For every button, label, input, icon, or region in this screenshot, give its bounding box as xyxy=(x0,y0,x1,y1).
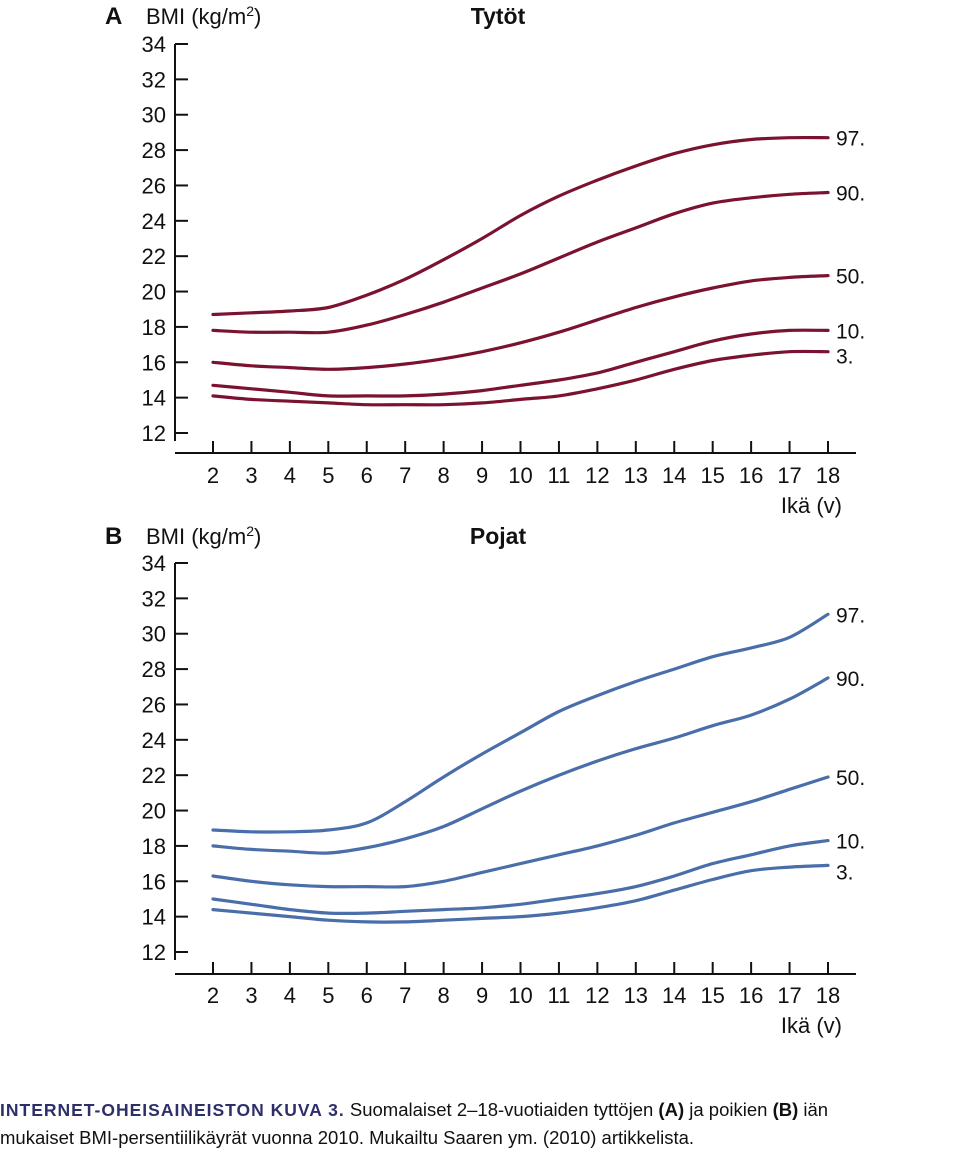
panel-b-x-tick-label: 11 xyxy=(547,983,571,1008)
caption-text-2: ja poikien xyxy=(684,1099,773,1120)
panel-b-y-tick-label: 32 xyxy=(141,586,166,612)
panel-a-curve-p10 xyxy=(213,330,828,396)
panel-a-title: Tytöt xyxy=(470,3,526,29)
panel-b-y-tick-label: 24 xyxy=(141,727,166,753)
panel-a-y-tick-label: 18 xyxy=(141,314,166,340)
panel-b-x-tick-label: 4 xyxy=(283,983,296,1008)
panel-b-x-tick-label: 15 xyxy=(700,983,725,1008)
panel-a-curve-p50 xyxy=(213,276,828,370)
panel-a-x-tick-label: 13 xyxy=(623,463,649,488)
panel-b-curve-p90 xyxy=(213,678,828,853)
panel-b-series-label: 97. xyxy=(836,604,866,628)
panel-b-curve-p3 xyxy=(213,865,828,922)
panel-b-y-tick-label: 26 xyxy=(141,692,166,718)
panel-a-y-tick-label: 20 xyxy=(141,279,166,305)
panel-a-y-tick-label: 32 xyxy=(141,67,166,93)
panel-b-letter: B xyxy=(105,523,123,550)
panel-b-y-axis-label: BMI $(kg/m^2)$ xyxy=(146,523,262,549)
panel-a-y-tick-label: 22 xyxy=(141,244,166,270)
panel-a-y-tick-label: 26 xyxy=(141,173,166,199)
panel-a-x-tick-label: 16 xyxy=(738,463,764,488)
panel-a-x-tick-label: 14 xyxy=(662,463,687,488)
panel-a-series-label: 3. xyxy=(836,345,854,369)
caption-line-2: mukaiset BMI-persentiilikäyrät vuonna 2010. Mukailtu Saaren ym. (2010) artikkelista. xyxy=(0,1127,695,1148)
panel-b-x-tick-label: 10 xyxy=(508,983,533,1008)
panel-a-x-tick-label: 3 xyxy=(245,463,258,488)
panel-b-x-tick-label: 16 xyxy=(738,983,764,1008)
panel-a-y-axis-label: BMI $(kg/m^2)$ xyxy=(146,3,262,29)
caption-text-3: iän xyxy=(798,1099,829,1120)
panel-a-y-tick-label: 28 xyxy=(141,138,166,164)
panel-b-x-tick-label: 2 xyxy=(206,983,220,1008)
panel-b-y-tick-label: 20 xyxy=(141,798,166,824)
panel-b-x-tick-label: 6 xyxy=(360,983,373,1008)
panel-a-curve-p97 xyxy=(213,138,828,315)
caption-b-marker: (B) xyxy=(772,1099,799,1120)
panel-b-series-label: 90. xyxy=(836,667,866,691)
panel-a-x-tick-label: 12 xyxy=(585,463,610,488)
panel-b-x-tick-label: 14 xyxy=(662,983,687,1008)
panel-a-x-tick-label: 10 xyxy=(508,463,533,488)
panel-b-series-label: 50. xyxy=(836,766,866,790)
panel-a-x-tick-label: 9 xyxy=(475,463,489,488)
panel-b-x-tick-label: 18 xyxy=(815,983,841,1008)
panel-a-series-label: 90. xyxy=(836,182,866,206)
panel-b-series-label: 10. xyxy=(836,830,866,854)
panel-a-series-label: 50. xyxy=(836,265,866,289)
panel-b-title: Pojat xyxy=(469,523,527,549)
panel-a-y-tick-label: 30 xyxy=(141,102,166,128)
panel-b-y-tick-label: 22 xyxy=(141,763,166,789)
panel-b-y-tick-label: 16 xyxy=(141,869,166,895)
panel-a-x-tick-label: 15 xyxy=(700,463,725,488)
panel-a-x-tick-label: 2 xyxy=(206,463,220,488)
panel-b-x-tick-label: 8 xyxy=(437,983,450,1008)
panel-a-x-tick-label: 6 xyxy=(360,463,373,488)
panel-a-curve-p3 xyxy=(213,351,828,404)
panel-b-x-tick-label: 13 xyxy=(623,983,649,1008)
panel-b-x-tick-label: 7 xyxy=(399,983,412,1008)
panel-b-y-tick-label: 34 xyxy=(141,551,166,576)
caption-label: INTERNET-OHEISAINEISTON KUVA 3. xyxy=(0,1100,345,1120)
panel-a-y-tick-label: 34 xyxy=(141,32,166,57)
figure-caption xyxy=(0,1096,960,1152)
panel-a-x-tick-label: 18 xyxy=(815,463,841,488)
panel-a-x-tick-label: 11 xyxy=(547,463,571,488)
panel-a-x-tick-label: 7 xyxy=(399,463,412,488)
caption-a-marker: (A) xyxy=(658,1099,685,1120)
panel-b-curve-p97 xyxy=(213,614,828,832)
panel-a-x-tick-label: 5 xyxy=(322,463,335,488)
panel-b-y-tick-label: 14 xyxy=(141,904,166,930)
panel-b-y-tick-label: 12 xyxy=(141,940,166,965)
panel-a-x-tick-label: 17 xyxy=(777,463,802,488)
panel-a-y-tick-label: 14 xyxy=(141,385,166,411)
panel-a-series-label: 97. xyxy=(836,127,866,151)
caption-line-1 xyxy=(0,1096,960,1124)
panel-b-x-tick-label: 5 xyxy=(322,983,335,1008)
panel-a-series-label: 10. xyxy=(836,320,866,344)
panel-b-x-tick-label: 12 xyxy=(585,983,610,1008)
panel-a-y-tick-label: 24 xyxy=(141,208,166,234)
panel-b-y-tick-label: 30 xyxy=(141,621,166,647)
panel-a-x-tick-label: 8 xyxy=(437,463,450,488)
panel-a-y-tick-label: 16 xyxy=(141,350,166,376)
panel-a-letter: A xyxy=(105,3,123,30)
caption-text-1: Suomalaiset 2–18-vuotiaiden tyttöjen xyxy=(344,1099,659,1120)
panel-b-x-tick-label: 9 xyxy=(475,983,489,1008)
panel-b-y-tick-label: 28 xyxy=(141,657,166,683)
panel-a-y-tick-label: 12 xyxy=(141,421,166,446)
panel-b-x-tick-label: 17 xyxy=(777,983,802,1008)
panel-a-x-tick-label: 4 xyxy=(283,463,296,488)
panel-b-x-axis-label: Ikä (v) xyxy=(780,1013,842,1038)
panel-b-y-tick-label: 18 xyxy=(141,833,166,859)
panel-b-series-label: 3. xyxy=(836,861,854,885)
panel-b-x-tick-label: 3 xyxy=(245,983,258,1008)
panel-a-x-axis-label: Ikä (v) xyxy=(780,493,842,518)
